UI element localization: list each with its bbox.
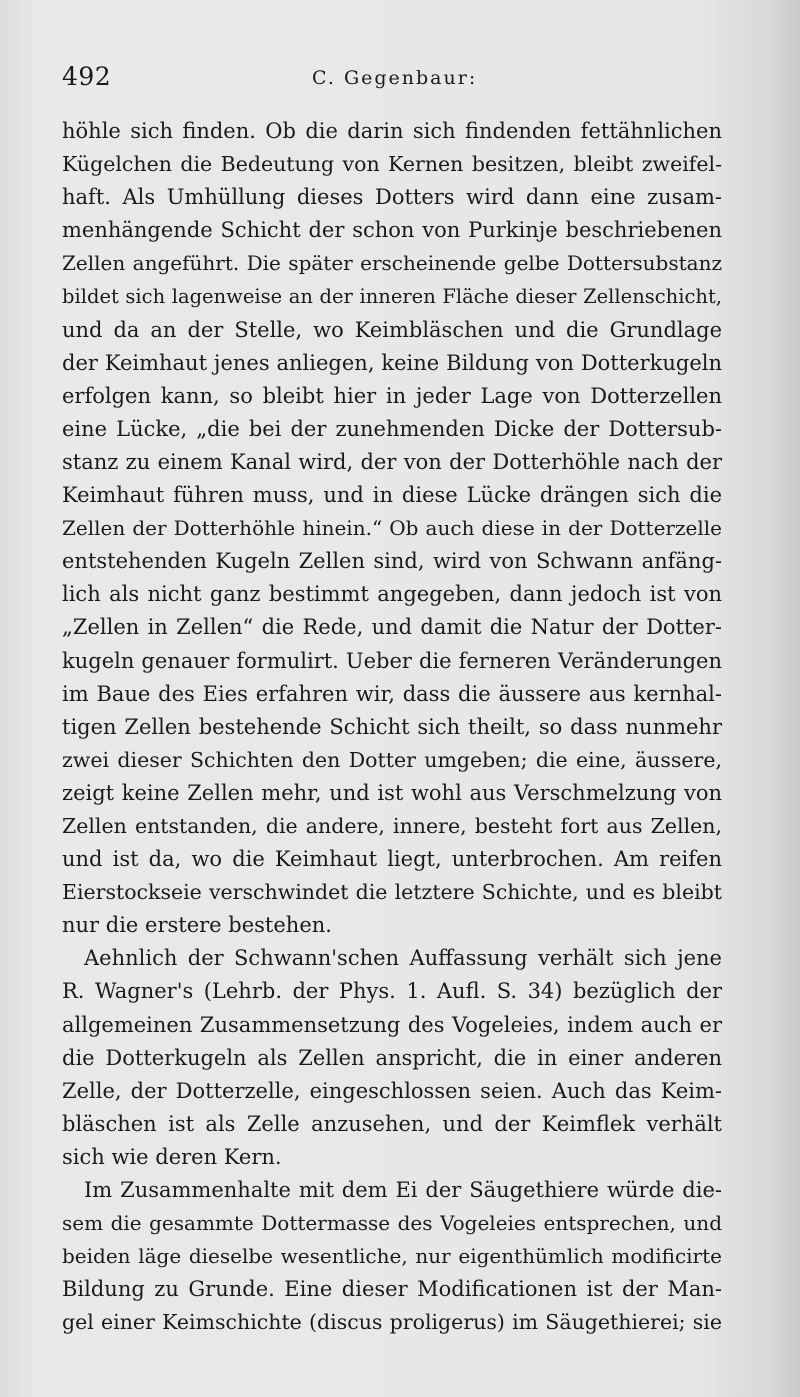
text-line: Zellen angeführt. Die später erscheinende gelbe Dottersubstanz xyxy=(62,251,722,276)
text-line: eine Lücke, „die bei der zunehmenden Dicke der Dottersub- xyxy=(62,416,722,441)
text-line: tigen Zellen bestehende Schicht sich theilt, so dass nunmehr xyxy=(62,714,722,739)
text-line: entstehenden Kugeln Zellen sind, wird von Schwann anfäng- xyxy=(62,549,722,574)
text-line: gel einer Keimschichte (discus proligerus) im Säugethierei; sie xyxy=(62,1310,722,1335)
paragraph-start-line: Im Zusammenhalte mit dem Ei der Säugethiere würde die- xyxy=(84,1178,722,1202)
text-line: Bildung zu Grunde. Eine dieser Modificationen ist der Man- xyxy=(62,1277,722,1302)
text-line: bildet sich lagenweise an der inneren Fläche dieser Zellenschicht, xyxy=(62,285,722,309)
paragraph-end-line: nur die erstere bestehen. xyxy=(62,913,332,938)
text-line: Zelle, der Dotterzelle, eingeschlossen seien. Auch das Keim- xyxy=(62,1078,722,1103)
text-line: haft. Als Umhüllung dieses Dotters wird dann eine zusam- xyxy=(62,185,722,210)
text-line: allgemeinen Zusammensetzung des Vogeleies, indem auch er xyxy=(62,1012,722,1037)
text-line: Kügelchen die Bedeutung von Kernen besitzen, bleibt zweifel- xyxy=(62,152,722,177)
text-line: „Zellen in Zellen“ die Rede, und damit die Natur der Dotter- xyxy=(62,615,722,640)
text-line: R. Wagner's (Lehrb. der Phys. 1. Aufl. S. 34) bezüglich der xyxy=(62,979,722,1004)
text-line: zeigt keine Zellen mehr, und ist wohl aus Verschmelzung von xyxy=(62,780,722,805)
paragraph-end-line: sich wie deren Kern. xyxy=(62,1144,282,1169)
text-line: im Baue des Eies erfahren wir, dass die äussere aus kernhal- xyxy=(62,681,722,706)
page-number: 492 xyxy=(62,62,112,91)
text-line: höhle sich finden. Ob die darin sich findenden fettähnlichen xyxy=(62,119,722,143)
page-header xyxy=(62,62,722,98)
paragraph-start-line: Aehnlich der Schwann'schen Auffassung verhält sich jene xyxy=(84,946,722,971)
text-line: Zellen entstanden, die andere, innere, besteht fort aus Zellen, xyxy=(62,813,722,838)
text-line: kugeln genauer formulirt. Ueber die ferneren Veränderungen xyxy=(62,648,722,673)
running-head: C. Gegenbaur: xyxy=(312,67,478,89)
text-line: und ist da, wo die Keimhaut liegt, unterbrochen. Am reifen xyxy=(62,847,722,872)
text-line: sem die gesammte Dottermasse des Vogeleies entsprechen, und xyxy=(62,1211,722,1236)
text-line: und da an der Stelle, wo Keimbläschen und die Grundlage xyxy=(62,317,722,342)
text-line: erfolgen kann, so bleibt hier in jeder Lage von Dotterzellen xyxy=(62,383,722,408)
text-line: stanz zu einem Kanal wird, der von der Dotterhöhle nach der xyxy=(62,449,722,474)
text-line: die Dotterkugeln als Zellen anspricht, die in einer anderen xyxy=(62,1045,722,1070)
text-line: Eierstockseie verschwindet die letztere Schichte, und es bleibt xyxy=(62,880,722,905)
text-line: Zellen der Dotterhöhle hinein.“ Ob auch diese in der Dotterzelle xyxy=(62,516,722,541)
body-text xyxy=(62,115,722,1339)
text-line: menhängende Schicht der schon von Purkinje beschriebenen xyxy=(62,218,722,243)
text-line: Keimhaut führen muss, und in diese Lücke drängen sich die xyxy=(62,483,722,508)
text-line: der Keimhaut jenes anliegen, keine Bildung von Dotterkugeln xyxy=(62,350,722,375)
text-line: beiden läge dieselbe wesentliche, nur eigenthümlich modificirte xyxy=(62,1244,722,1269)
text-line: bläschen ist als Zelle anzusehen, und der Keimflek verhält xyxy=(62,1111,722,1136)
text-line: lich als nicht ganz bestimmt angegeben, dann jedoch ist von xyxy=(62,582,722,607)
text-line: zwei dieser Schichten den Dotter umgeben; die eine, äussere, xyxy=(62,747,722,772)
